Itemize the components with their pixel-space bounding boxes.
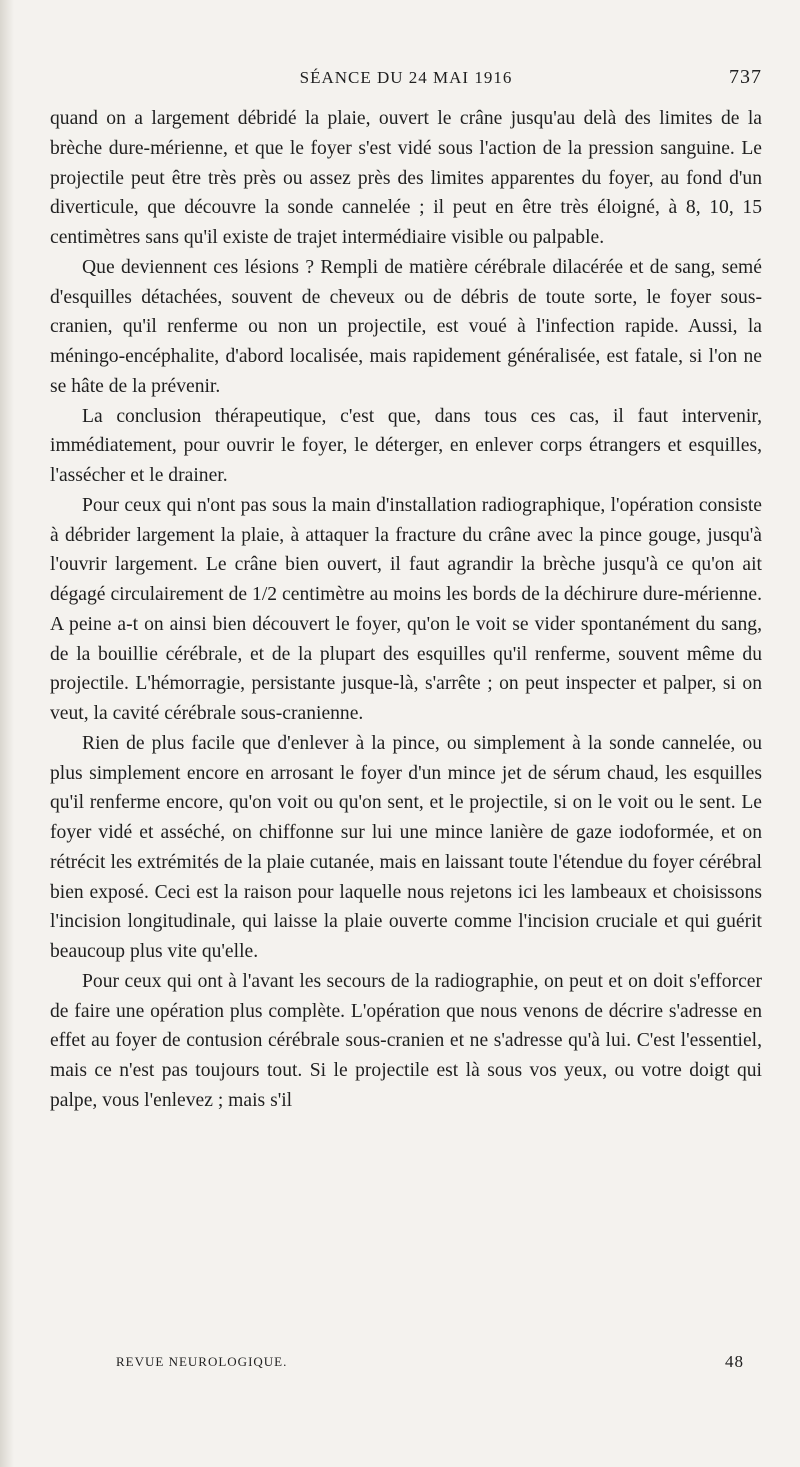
page-header [50, 66, 762, 94]
binding-shadow [0, 0, 14, 1467]
paragraph-continuation: quand on a largement débridé la plaie, ouvert le crâne jusqu'au delà des limites de la brèche dure-mérienne, et que le foyer s'est vidé sous l'action de la pression sanguine. Le projectile peut être très près ou assez près des limites apparentes du foyer, au fond d'un diverticule, que découvre la sonde cannelée ; il peut en être très éloigné, à 8, 10, 15 centimètres sans qu'il existe de trajet intermédiaire visible ou palpable. [50, 108, 762, 248]
body-text [50, 104, 762, 1116]
page-number: 737 [729, 66, 762, 88]
paragraph: La conclusion thérapeutique, c'est que, dans tous ces cas, il faut intervenir, immédiatement, pour ouvrir le foyer, le déterger, en enlever corps étrangers et esquilles, l'assécher et le drainer. [50, 405, 762, 486]
signature-mark: 48 [725, 1352, 744, 1371]
page-footer [116, 1352, 744, 1376]
journal-name: REVUE NEUROLOGIQUE. [116, 1354, 288, 1369]
paragraph: Pour ceux qui ont à l'avant les secours de la radiographie, on peut et on doit s'efforcer de faire une opération plus complète. L'opération que nous venons de décrire s'adresse en effet au foyer de contusion cérébrale sous-cranien et ne s'adresse qu'à lui. C'est l'essentiel, mais ce n'est pas toujours tout. Si le projectile est là sous vos yeux, ou votre doigt qui palpe, vous l'enlevez ; mais s'il [50, 970, 762, 1111]
running-head: SÉANCE DU 24 MAI 1916 [299, 68, 513, 87]
paragraph: Rien de plus facile que d'enlever à la pince, ou simplement à la sonde cannelée, ou plus simplement encore en arrosant le foyer d'un mince jet de sérum chaud, les esquilles qu'il renferme encore, qu'on voit ou qu'on sent, et le projectile, si on le voit ou le sent. Le foyer vidé et asséché, on chiffonne sur lui une mince lanière de gaze iodoformée, et on rétrécit les extrémités de la plaie cutanée, mais en laissant toute l'étendue du foyer cérébral bien exposé. Ceci est la raison pour laquelle nous rejetons ici les lambeaux et choisissons l'incision longitudinale, qui laisse la plaie ouverte comme l'incision cruciale et qui guérit beaucoup plus vite qu'elle. [50, 732, 762, 962]
paragraph: Que deviennent ces lésions ? Rempli de matière cérébrale dilacérée et de sang, semé d'esquilles détachées, souvent de cheveux ou de débris de toute sorte, le foyer sous-cranien, qu'il renferme ou non un projectile, est voué à l'infection rapide. Aussi, la méningo-encéphalite, d'abord localisée, mais rapidement généralisée, est fatale, si l'on ne se hâte de la prévenir. [50, 256, 762, 397]
paragraph: Pour ceux qui n'ont pas sous la main d'installation radiographique, l'opération consiste à débrider largement la plaie, à attaquer la fracture du crâne avec la pince gouge, jusqu'à l'ouvrir largement. Le crâne bien ouvert, il faut agrandir la brèche jusqu'à ce qu'on ait dégagé circulairement de 1/2 centimètre au moins les bords de la déchirure dure-mérienne. A peine a-t on ainsi bien découvert le foyer, qu'on le voit se vider spontanément du sang, de la bouillie cérébrale, et de la plupart des esquilles qu'il renferme, souvent même du projectile. L'hémorragie, persistante jusque-là, s'arrête ; on peut inspecter et palper, si on veut, la cavité cérébrale sous-cranienne. [50, 494, 762, 724]
